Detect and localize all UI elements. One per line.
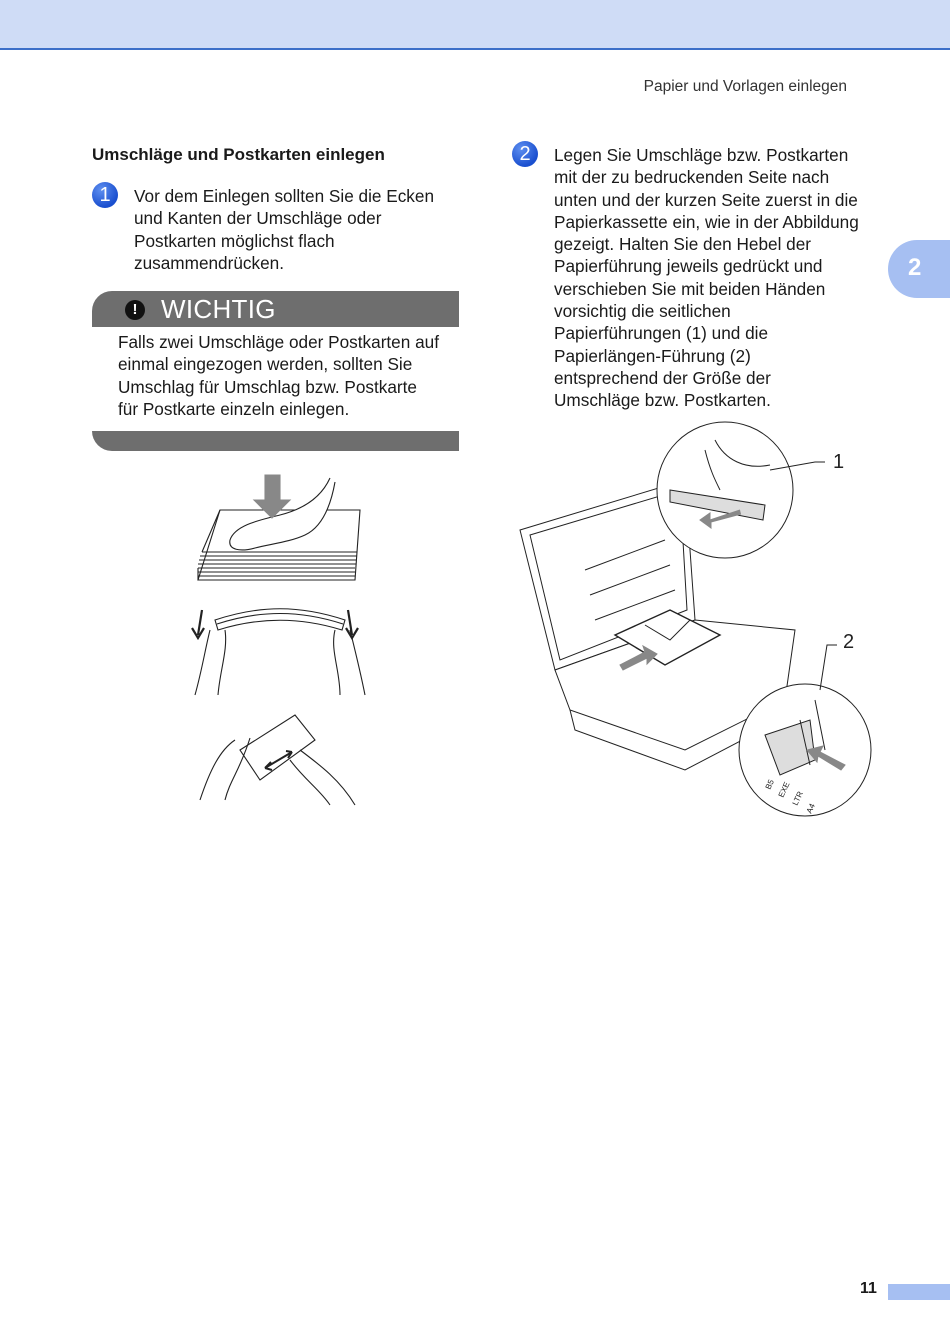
important-line: Umschlag für Umschlag bzw. Postkarte <box>118 376 417 397</box>
envelope-flatten-illustration <box>180 470 380 810</box>
important-header <box>92 291 459 327</box>
bend-arrow-right-icon <box>346 610 358 638</box>
step-2-text <box>554 144 859 412</box>
step-2-line: Umschläge bzw. Postkarten. <box>554 390 771 411</box>
step-2-line: Papierlängen-Führung (2) <box>554 345 751 366</box>
important-text <box>118 331 463 420</box>
step-number-1: 1 <box>92 182 118 208</box>
header-band <box>0 0 950 50</box>
step-2-line: vorsichtig die seitlichen <box>554 301 731 322</box>
callout-label-1: 1 <box>833 451 845 473</box>
step-2-line: gezeigt. Halten Sie den Hebel der <box>554 234 812 255</box>
paper-tray-illustration <box>515 420 875 820</box>
tray-marking-exe: EXE <box>776 780 792 799</box>
step-number-2: 2 <box>512 141 538 167</box>
section-title: Umschläge und Postkarten einlegen <box>92 145 385 164</box>
callout-line-2 <box>820 645 837 690</box>
step-2-line: verschieben Sie mit beiden Händen <box>554 278 826 299</box>
step-2-line: Papierführungen (1) und die <box>554 323 769 344</box>
important-label: WICHTIG <box>161 294 276 324</box>
magnified-side-guide <box>657 422 793 558</box>
tray-marking-b5: B5 <box>763 778 776 791</box>
left-hand-outline <box>195 630 226 695</box>
step-1-line: Vor dem Einlegen sollten Sie die Ecken <box>134 186 435 206</box>
step-1-line: und Kanten der Umschläge oder <box>134 208 382 229</box>
running-title: Papier und Vorlagen einlegen <box>643 78 847 95</box>
step-1-text <box>134 185 434 274</box>
step-2-line: entsprechend der Größe der <box>554 367 771 388</box>
single-envelope <box>240 715 315 780</box>
important-line: für Postkarte einzeln einlegen. <box>118 398 350 419</box>
important-line: einmal eingezogen werden, sollten Sie <box>118 354 413 375</box>
step-1-line: Postkarten möglichst flach <box>134 230 335 251</box>
chapter-tab <box>888 240 950 298</box>
bend-arrow-left-icon <box>192 610 204 638</box>
step-2-line: Papierführung jeweils gedrückt und <box>554 256 823 277</box>
callout-label-2: 2 <box>843 631 855 653</box>
tray-marking-ltr: LTR <box>790 789 805 807</box>
step-2-line: unten und der kurzen Seite zuerst in die <box>554 189 858 210</box>
step-2-line: Legen Sie Umschläge bzw. Postkarten <box>554 145 849 165</box>
tray-marking-a4: A4 <box>804 802 817 815</box>
exclamation-icon: ! <box>125 300 145 320</box>
important-footer <box>92 431 459 451</box>
right-hand-outline <box>334 630 365 695</box>
chapter-tab-number: 2 <box>908 254 922 281</box>
magnified-length-guide <box>739 684 871 816</box>
step-2-line: Papierkassette ein, wie in der Abbildung <box>554 211 859 232</box>
page-number: 11 <box>860 1280 877 1297</box>
step-2-line: mit der zu bedruckenden Seite nach <box>554 167 830 188</box>
step-1-line: zusammendrücken. <box>134 252 284 273</box>
page-number-bar <box>888 1284 950 1300</box>
important-line: Falls zwei Umschläge oder Postkarten auf <box>118 332 439 352</box>
